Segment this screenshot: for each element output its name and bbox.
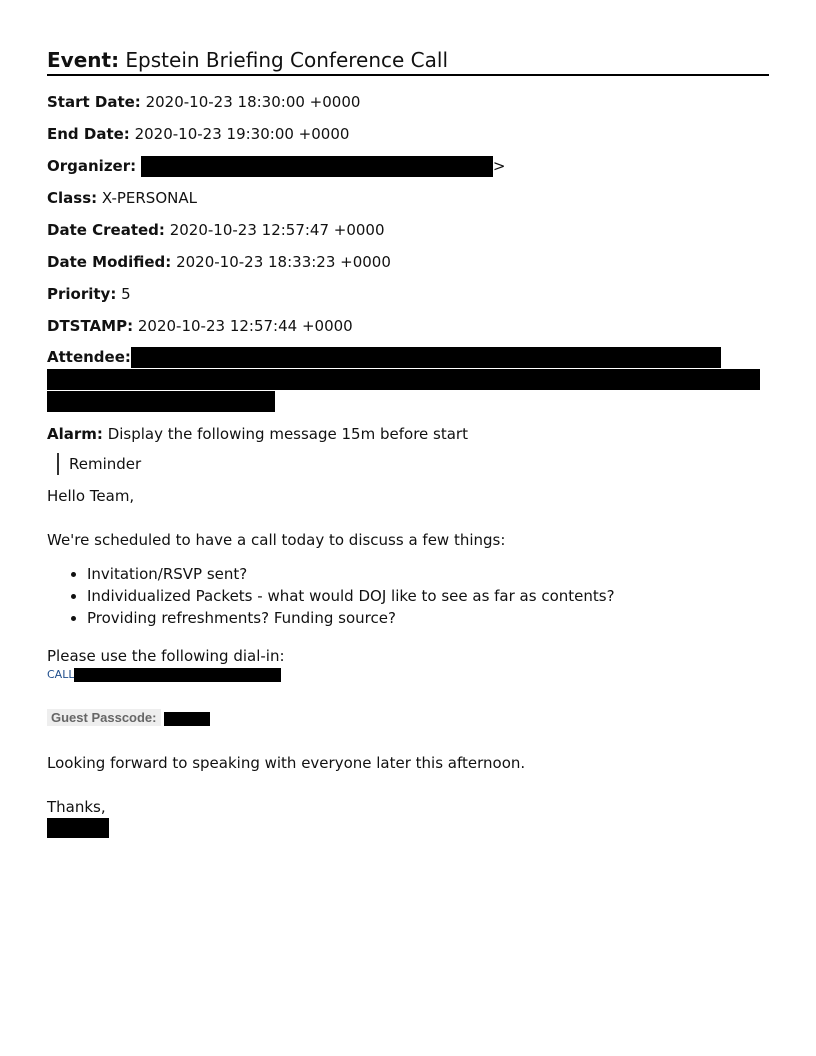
end-date-value: 2020-10-23 19:30:00 +0000 <box>134 125 350 143</box>
date-created-label: Date Created: <box>47 221 165 239</box>
intro-text: We're scheduled to have a call today to discuss a few things: <box>47 531 506 549</box>
dtstamp-field <box>47 310 769 342</box>
priority-label: Priority: <box>47 285 117 303</box>
signature-redaction <box>47 818 109 838</box>
date-created-field <box>47 214 769 246</box>
date-created-value: 2020-10-23 12:57:47 +0000 <box>169 221 385 239</box>
list-item: • Providing refreshments? Funding source? <box>87 607 769 629</box>
dtstamp-label: DTSTAMP: <box>47 317 134 335</box>
guest-passcode <box>47 709 769 727</box>
call-number-redaction <box>74 668 281 682</box>
priority-field <box>47 278 769 310</box>
attendee-redaction <box>47 369 760 390</box>
attendee-line-1 <box>47 346 769 368</box>
attendee-field <box>47 346 769 412</box>
attendee-redaction <box>131 347 721 368</box>
attendee-line-3 <box>47 390 769 412</box>
list-item: • Invitation/RSVP sent? <box>87 563 769 585</box>
organizer-label: Organizer: <box>47 157 137 175</box>
alarm-message: Reminder <box>57 453 769 475</box>
call-label: CALL <box>47 668 75 681</box>
closing-text: Looking forward to speaking with everyone later this afternoon. <box>47 754 526 772</box>
end-date-field <box>47 118 769 150</box>
agenda-list <box>47 563 769 629</box>
greeting: Hello Team, <box>47 487 135 505</box>
event-title-row <box>47 46 769 76</box>
organizer-redaction <box>141 156 493 177</box>
start-date-field <box>47 86 769 118</box>
dial-in-text: Please use the following dial-in: <box>47 647 285 665</box>
attendee-label: Attendee: <box>47 348 131 366</box>
organizer-field <box>47 150 769 182</box>
start-date-value: 2020-10-23 18:30:00 +0000 <box>145 93 361 111</box>
dtstamp-value: 2020-10-23 12:57:44 +0000 <box>137 317 353 335</box>
end-date-label: End Date: <box>47 125 130 143</box>
class-label: Class: <box>47 189 98 207</box>
guest-passcode-redaction <box>164 712 210 726</box>
event-label: Event: <box>47 48 120 72</box>
guest-passcode-label: Guest Passcode: <box>47 709 161 726</box>
signoff-text: Thanks, <box>47 798 106 816</box>
date-modified-field <box>47 246 769 278</box>
alarm-field <box>47 418 769 450</box>
date-modified-label: Date Modified: <box>47 253 172 271</box>
attendee-redaction <box>47 391 275 412</box>
event-title: Epstein Briefing Conference Call <box>125 48 449 72</box>
list-item: • Individualized Packets - what would DOJ like to see as far as contents? <box>87 585 769 607</box>
call-line <box>47 667 769 683</box>
priority-value: 5 <box>121 285 131 303</box>
date-modified-value: 2020-10-23 18:33:23 +0000 <box>176 253 391 271</box>
attendee-line-2 <box>47 368 769 390</box>
signature-redaction-row <box>47 818 769 840</box>
calendar-event-document <box>47 46 769 840</box>
class-value: X-PERSONAL <box>101 189 197 207</box>
alarm-label: Alarm: <box>47 425 103 443</box>
alarm-value: Display the following message 15m before start <box>107 425 468 443</box>
start-date-label: Start Date: <box>47 93 141 111</box>
class-field <box>47 182 769 214</box>
organizer-suffix: > <box>492 157 506 175</box>
